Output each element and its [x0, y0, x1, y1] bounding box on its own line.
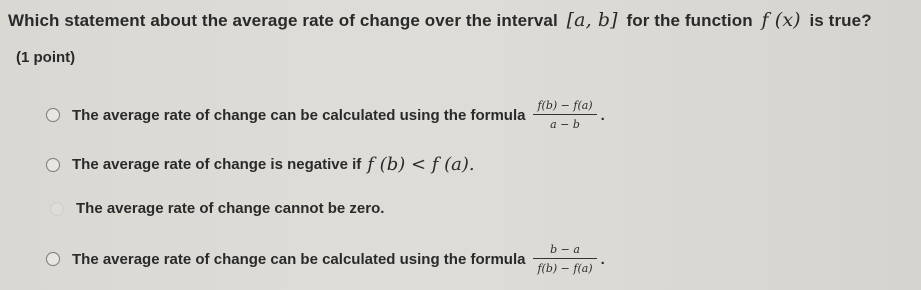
- option-1-text: The average rate of change can be calculated using the formula: [72, 106, 526, 124]
- answer-option-1[interactable]: [46, 100, 605, 130]
- option-1-numerator: f(b) − f(a): [537, 99, 593, 112]
- option-1-denominator: a − b: [550, 118, 580, 131]
- option-4-denominator: f(b) − f(a): [537, 262, 593, 275]
- question-text: [8, 9, 913, 31]
- answer-option-4[interactable]: [46, 244, 605, 274]
- option-1-period: .: [600, 106, 605, 124]
- option-2-math: f (b) < f (a).: [367, 154, 475, 175]
- radio-button-1[interactable]: [46, 108, 60, 122]
- option-4-numerator: b − a: [550, 243, 580, 256]
- option-2-text: The average rate of change is negative if: [72, 156, 362, 173]
- option-3-text: The average rate of change cannot be zero.: [76, 200, 385, 217]
- question-suffix: is true?: [809, 11, 872, 30]
- option-4-fraction: [533, 244, 596, 274]
- radio-button-3[interactable]: [50, 202, 64, 216]
- radio-button-4[interactable]: [46, 252, 60, 266]
- option-1-fraction: [533, 100, 596, 130]
- option-4-period: .: [600, 250, 605, 268]
- radio-button-2[interactable]: [46, 158, 60, 172]
- answer-option-3[interactable]: [50, 200, 384, 217]
- question-prefix: Which statement about the average rate of change over the interval: [8, 11, 558, 30]
- answer-option-2[interactable]: [46, 154, 475, 175]
- interval-math: [a, b]: [566, 9, 618, 31]
- option-4-text: The average rate of change can be calculated using the formula: [72, 250, 526, 268]
- function-math: f (x): [761, 9, 801, 31]
- question-middle: for the function: [626, 11, 753, 30]
- points-label: (1 point): [16, 49, 76, 66]
